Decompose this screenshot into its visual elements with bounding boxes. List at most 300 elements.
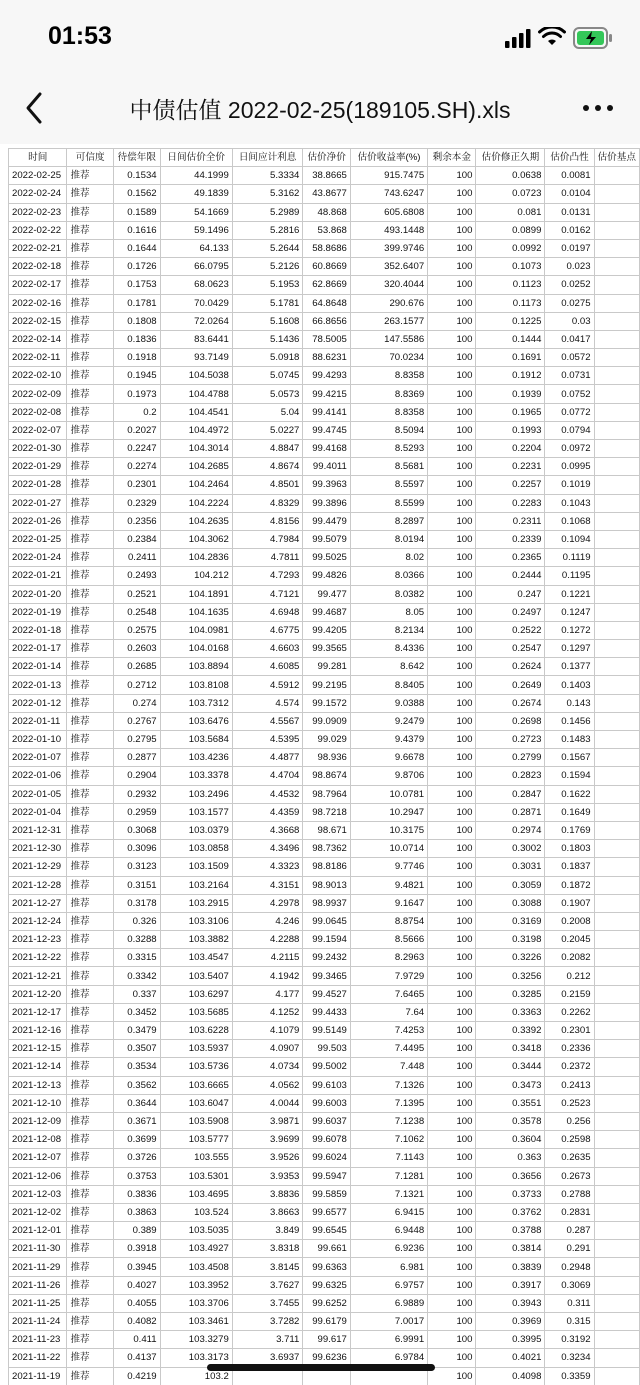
table-cell[interactable]: 6.9991 <box>350 1331 427 1349</box>
table-cell[interactable]: 100 <box>428 221 476 239</box>
table-cell[interactable]: 0.3578 <box>476 1112 545 1130</box>
table-cell[interactable]: 66.8656 <box>303 312 351 330</box>
table-cell[interactable]: 0.4055 <box>113 1294 160 1312</box>
table-cell[interactable]: 2022-01-27 <box>9 494 67 512</box>
table-cell[interactable]: 7.1238 <box>350 1112 427 1130</box>
table-cell[interactable]: 2022-02-25 <box>9 167 67 185</box>
table-cell[interactable]: 0.2698 <box>476 712 545 730</box>
table-cell[interactable]: 0.3551 <box>476 1094 545 1112</box>
table-cell[interactable]: 0.3534 <box>113 1058 160 1076</box>
table-cell[interactable]: 2021-12-21 <box>9 967 67 985</box>
table-cell[interactable]: 5.3162 <box>232 185 303 203</box>
table-cell[interactable]: 100 <box>428 621 476 639</box>
table-cell[interactable]: 104.4541 <box>160 403 232 421</box>
table-cell[interactable]: 100 <box>428 1149 476 1167</box>
table-cell[interactable]: 0.3671 <box>113 1112 160 1130</box>
table-cell[interactable]: 100 <box>428 858 476 876</box>
table-cell[interactable]: 53.868 <box>303 221 351 239</box>
table-cell[interactable] <box>594 658 639 676</box>
table-cell[interactable]: 推荐 <box>67 785 113 803</box>
table-cell[interactable]: 0.1781 <box>113 294 160 312</box>
table-cell[interactable]: 98.9013 <box>303 876 351 894</box>
back-button[interactable] <box>20 90 50 126</box>
table-cell[interactable]: 100 <box>428 440 476 458</box>
table-cell[interactable]: 6.9784 <box>350 1349 427 1367</box>
table-cell[interactable]: 推荐 <box>67 567 113 585</box>
table-cell[interactable]: 8.5094 <box>350 421 427 439</box>
table-cell[interactable]: 103.3706 <box>160 1294 232 1312</box>
table-cell[interactable]: 0.2685 <box>113 658 160 676</box>
table-cell[interactable]: 93.7149 <box>160 349 232 367</box>
table-cell[interactable]: 99.4433 <box>303 1003 351 1021</box>
table-cell[interactable]: 62.8669 <box>303 276 351 294</box>
table-cell[interactable]: 0.3059 <box>476 876 545 894</box>
table-cell[interactable]: 0.337 <box>113 985 160 1003</box>
table-cell[interactable]: 2021-12-02 <box>9 1203 67 1221</box>
table-cell[interactable]: 100 <box>428 949 476 967</box>
table-cell[interactable]: 0.1019 <box>545 476 594 494</box>
table-cell[interactable] <box>594 767 639 785</box>
table-cell[interactable]: 103.2496 <box>160 785 232 803</box>
table-cell[interactable]: 2022-02-08 <box>9 403 67 421</box>
table-cell[interactable]: 0.1644 <box>113 239 160 257</box>
table-cell[interactable]: 100 <box>428 185 476 203</box>
table-cell[interactable]: 0.3969 <box>476 1313 545 1331</box>
table-cell[interactable]: 5.0573 <box>232 385 303 403</box>
table-cell[interactable]: 0.3507 <box>113 1040 160 1058</box>
table-cell[interactable]: 100 <box>428 912 476 930</box>
table-cell[interactable]: 3.8836 <box>232 1185 303 1203</box>
table-cell[interactable] <box>594 640 639 658</box>
table-cell[interactable]: 0.1225 <box>476 312 545 330</box>
table-cell[interactable]: 100 <box>428 1131 476 1149</box>
table-cell[interactable]: 9.4821 <box>350 876 427 894</box>
table-cell[interactable]: 0.2283 <box>476 494 545 512</box>
table-cell[interactable]: 103.3882 <box>160 931 232 949</box>
table-cell[interactable]: 0.2497 <box>476 603 545 621</box>
table-cell[interactable]: 0.2204 <box>476 440 545 458</box>
table-cell[interactable]: 推荐 <box>67 385 113 403</box>
table-cell[interactable]: 5.3334 <box>232 167 303 185</box>
table-cell[interactable]: 5.2989 <box>232 203 303 221</box>
table-cell[interactable]: 100 <box>428 549 476 567</box>
table-cell[interactable]: 98.7218 <box>303 803 351 821</box>
table-cell[interactable]: 4.4359 <box>232 803 303 821</box>
table-cell[interactable]: 推荐 <box>67 1276 113 1294</box>
table-cell[interactable]: 2022-02-23 <box>9 203 67 221</box>
table-cell[interactable]: 推荐 <box>67 1112 113 1130</box>
table-cell[interactable]: 99.4293 <box>303 367 351 385</box>
table-cell[interactable]: 4.246 <box>232 912 303 930</box>
table-cell[interactable] <box>594 1349 639 1367</box>
table-cell[interactable]: 290.676 <box>350 294 427 312</box>
table-cell[interactable] <box>594 621 639 639</box>
table-cell[interactable]: 推荐 <box>67 367 113 385</box>
table-cell[interactable]: 100 <box>428 1367 476 1385</box>
table-cell[interactable]: 915.7475 <box>350 167 427 185</box>
table-cell[interactable]: 7.1395 <box>350 1094 427 1112</box>
table-cell[interactable]: 0.3836 <box>113 1185 160 1203</box>
table-cell[interactable]: 0.291 <box>545 1240 594 1258</box>
table-cell[interactable]: 104.2685 <box>160 458 232 476</box>
table-cell[interactable]: 0.256 <box>545 1112 594 1130</box>
table-cell[interactable]: 2022-01-18 <box>9 621 67 639</box>
table-cell[interactable]: 0.3733 <box>476 1185 545 1203</box>
table-cell[interactable]: 3.7282 <box>232 1313 303 1331</box>
table-cell[interactable]: 推荐 <box>67 494 113 512</box>
table-cell[interactable]: 2021-11-26 <box>9 1276 67 1294</box>
table-cell[interactable]: 推荐 <box>67 1313 113 1331</box>
table-cell[interactable]: 99.3565 <box>303 640 351 658</box>
table-cell[interactable]: 0.2311 <box>476 512 545 530</box>
table-cell[interactable]: 6.9236 <box>350 1240 427 1258</box>
table-cell[interactable] <box>594 1076 639 1094</box>
table-cell[interactable]: 0.3392 <box>476 1022 545 1040</box>
table-cell[interactable]: 4.1942 <box>232 967 303 985</box>
table-cell[interactable]: 0.0081 <box>545 167 594 185</box>
table-cell[interactable]: 4.7121 <box>232 585 303 603</box>
table-cell[interactable]: 103.2915 <box>160 894 232 912</box>
table-cell[interactable]: 0.3726 <box>113 1149 160 1167</box>
table-cell[interactable]: 7.1321 <box>350 1185 427 1203</box>
table-cell[interactable]: 7.64 <box>350 1003 427 1021</box>
table-cell[interactable]: 0.1377 <box>545 658 594 676</box>
table-cell[interactable]: 98.7964 <box>303 785 351 803</box>
table-cell[interactable]: 0.0794 <box>545 421 594 439</box>
table-cell[interactable]: 0.3839 <box>476 1258 545 1276</box>
table-cell[interactable]: 4.6775 <box>232 621 303 639</box>
table-cell[interactable]: 0.1589 <box>113 203 160 221</box>
table-cell[interactable]: 2022-01-06 <box>9 767 67 785</box>
table-cell[interactable]: 103.0379 <box>160 821 232 839</box>
table-cell[interactable]: 0.0131 <box>545 203 594 221</box>
table-cell[interactable] <box>594 1331 639 1349</box>
table-cell[interactable] <box>594 530 639 548</box>
table-cell[interactable]: 0.2635 <box>545 1149 594 1167</box>
table-cell[interactable]: 推荐 <box>67 658 113 676</box>
table-cell[interactable] <box>594 603 639 621</box>
table-cell[interactable]: 104.3062 <box>160 530 232 548</box>
table-cell[interactable]: 104.4972 <box>160 421 232 439</box>
table-cell[interactable]: 4.6603 <box>232 640 303 658</box>
table-cell[interactable] <box>594 1203 639 1221</box>
table-cell[interactable]: 100 <box>428 1076 476 1094</box>
table-cell[interactable]: 0.2 <box>113 403 160 421</box>
table-cell[interactable]: 0.0723 <box>476 185 545 203</box>
table-cell[interactable]: 103.2 <box>160 1367 232 1385</box>
table-cell[interactable]: 100 <box>428 767 476 785</box>
table-cell[interactable]: 4.5912 <box>232 676 303 694</box>
table-cell[interactable]: 4.4532 <box>232 785 303 803</box>
table-cell[interactable]: 605.6808 <box>350 203 427 221</box>
table-cell[interactable]: 0.1444 <box>476 330 545 348</box>
table-cell[interactable]: 7.0017 <box>350 1313 427 1331</box>
table-cell[interactable]: 0.2274 <box>113 458 160 476</box>
table-cell[interactable]: 4.3496 <box>232 840 303 858</box>
table-cell[interactable]: 10.0714 <box>350 840 427 858</box>
table-cell[interactable]: 0.1068 <box>545 512 594 530</box>
table-cell[interactable]: 99.5149 <box>303 1022 351 1040</box>
table-cell[interactable]: 104.3014 <box>160 440 232 458</box>
table-cell[interactable]: 0.0197 <box>545 239 594 257</box>
table-cell[interactable]: 推荐 <box>67 530 113 548</box>
table-cell[interactable]: 0.1649 <box>545 803 594 821</box>
table-cell[interactable]: 100 <box>428 1167 476 1185</box>
table-cell[interactable]: 0.1043 <box>545 494 594 512</box>
table-cell[interactable]: 0.3096 <box>113 840 160 858</box>
table-cell[interactable]: 8.5293 <box>350 440 427 458</box>
table-cell[interactable]: 8.8754 <box>350 912 427 930</box>
table-cell[interactable]: 0.4021 <box>476 1349 545 1367</box>
table-cell[interactable]: 54.1669 <box>160 203 232 221</box>
table-cell[interactable]: 0.1195 <box>545 567 594 585</box>
table-cell[interactable]: 2022-02-22 <box>9 221 67 239</box>
column-header[interactable]: 估价净价 <box>303 149 351 167</box>
table-cell[interactable]: 99.4479 <box>303 512 351 530</box>
table-cell[interactable]: 103.1509 <box>160 858 232 876</box>
table-cell[interactable]: 0.3943 <box>476 1294 545 1312</box>
table-cell[interactable]: 0.3285 <box>476 985 545 1003</box>
table-cell[interactable] <box>594 1003 639 1021</box>
table-cell[interactable]: 0.3452 <box>113 1003 160 1021</box>
table-cell[interactable]: 0.1094 <box>545 530 594 548</box>
table-cell[interactable]: 推荐 <box>67 185 113 203</box>
table-cell[interactable]: 5.2126 <box>232 258 303 276</box>
table-cell[interactable]: 103.6047 <box>160 1094 232 1112</box>
table-cell[interactable]: 78.5005 <box>303 330 351 348</box>
table-cell[interactable]: 99.503 <box>303 1040 351 1058</box>
table-cell[interactable]: 59.1496 <box>160 221 232 239</box>
table-cell[interactable]: 2022-02-14 <box>9 330 67 348</box>
table-cell[interactable]: 推荐 <box>67 330 113 348</box>
table-cell[interactable]: 100 <box>428 731 476 749</box>
table-cell[interactable]: 0.2493 <box>113 567 160 585</box>
table-cell[interactable]: 0.1753 <box>113 276 160 294</box>
table-cell[interactable] <box>594 712 639 730</box>
table-cell[interactable]: 100 <box>428 694 476 712</box>
table-cell[interactable]: 0.1221 <box>545 585 594 603</box>
table-cell[interactable] <box>594 367 639 385</box>
table-cell[interactable]: 推荐 <box>67 1058 113 1076</box>
table-cell[interactable]: 7.448 <box>350 1058 427 1076</box>
table-cell[interactable]: 0.2521 <box>113 585 160 603</box>
table-cell[interactable]: 100 <box>428 803 476 821</box>
table-cell[interactable]: 99.4687 <box>303 603 351 621</box>
table-cell[interactable] <box>594 349 639 367</box>
table-cell[interactable]: 100 <box>428 403 476 421</box>
table-cell[interactable]: 399.9746 <box>350 239 427 257</box>
table-cell[interactable]: 0.3192 <box>545 1331 594 1349</box>
table-cell[interactable] <box>594 221 639 239</box>
table-cell[interactable] <box>594 239 639 257</box>
table-cell[interactable]: 58.8686 <box>303 239 351 257</box>
table-cell[interactable]: 0.2831 <box>545 1203 594 1221</box>
table-cell[interactable]: 推荐 <box>67 1240 113 1258</box>
table-cell[interactable]: 0.3917 <box>476 1276 545 1294</box>
table-cell[interactable]: 8.0382 <box>350 585 427 603</box>
table-cell[interactable]: 100 <box>428 421 476 439</box>
table-cell[interactable]: 100 <box>428 258 476 276</box>
table-cell[interactable]: 4.5395 <box>232 731 303 749</box>
table-cell[interactable]: 0.2575 <box>113 621 160 639</box>
table-cell[interactable]: 99.2432 <box>303 949 351 967</box>
table-cell[interactable]: 83.6441 <box>160 330 232 348</box>
table-cell[interactable]: 0.1297 <box>545 640 594 658</box>
table-cell[interactable]: 推荐 <box>67 1167 113 1185</box>
table-cell[interactable]: 99.4011 <box>303 458 351 476</box>
table-cell[interactable]: 100 <box>428 530 476 548</box>
table-cell[interactable]: 0.2413 <box>545 1076 594 1094</box>
table-cell[interactable]: 10.2947 <box>350 803 427 821</box>
table-cell[interactable]: 8.8358 <box>350 367 427 385</box>
table-cell[interactable]: 0.1939 <box>476 385 545 403</box>
table-cell[interactable]: 100 <box>428 1040 476 1058</box>
table-cell[interactable]: 103.4927 <box>160 1240 232 1258</box>
table-cell[interactable]: 2022-01-28 <box>9 476 67 494</box>
table-cell[interactable]: 0.2598 <box>545 1131 594 1149</box>
table-cell[interactable]: 0.4027 <box>113 1276 160 1294</box>
table-cell[interactable]: 100 <box>428 876 476 894</box>
table-cell[interactable]: 2021-12-27 <box>9 894 67 912</box>
table-cell[interactable]: 8.02 <box>350 549 427 567</box>
table-cell[interactable]: 104.2635 <box>160 512 232 530</box>
table-cell[interactable]: 103.4236 <box>160 749 232 767</box>
table-cell[interactable]: 103.4695 <box>160 1185 232 1203</box>
table-cell[interactable] <box>594 440 639 458</box>
table-cell[interactable]: 0.2522 <box>476 621 545 639</box>
table-cell[interactable]: 352.6407 <box>350 258 427 276</box>
table-cell[interactable]: 5.04 <box>232 403 303 421</box>
table-cell[interactable]: 0.3762 <box>476 1203 545 1221</box>
table-cell[interactable]: 4.4877 <box>232 749 303 767</box>
table-cell[interactable]: 99.3896 <box>303 494 351 512</box>
table-cell[interactable]: 0.1769 <box>545 821 594 839</box>
table-cell[interactable]: 推荐 <box>67 676 113 694</box>
table-cell[interactable]: 0.3123 <box>113 858 160 876</box>
table-cell[interactable]: 0.2823 <box>476 767 545 785</box>
table-cell[interactable]: 7.1143 <box>350 1149 427 1167</box>
table-cell[interactable]: 推荐 <box>67 403 113 421</box>
table-cell[interactable]: 0.1123 <box>476 276 545 294</box>
table-cell[interactable]: 0.2624 <box>476 658 545 676</box>
table-cell[interactable]: 5.1953 <box>232 276 303 294</box>
table-cell[interactable]: 88.6231 <box>303 349 351 367</box>
table-cell[interactable]: 99.3465 <box>303 967 351 985</box>
table-cell[interactable]: 0.1993 <box>476 421 545 439</box>
table-cell[interactable]: 0.1456 <box>545 712 594 730</box>
table-cell[interactable]: 100 <box>428 1313 476 1331</box>
table-cell[interactable] <box>594 1167 639 1185</box>
table-cell[interactable]: 100 <box>428 840 476 858</box>
table-cell[interactable]: 4.574 <box>232 694 303 712</box>
table-cell[interactable]: 4.8156 <box>232 512 303 530</box>
table-cell[interactable]: 104.1635 <box>160 603 232 621</box>
table-cell[interactable]: 0.3315 <box>113 949 160 967</box>
table-cell[interactable]: 0.2932 <box>113 785 160 803</box>
table-cell[interactable]: 0.0899 <box>476 221 545 239</box>
table-cell[interactable]: 70.0429 <box>160 294 232 312</box>
table-cell[interactable]: 8.2897 <box>350 512 427 530</box>
table-cell[interactable]: 2021-12-15 <box>9 1040 67 1058</box>
table-cell[interactable]: 103.8108 <box>160 676 232 694</box>
table-cell[interactable]: 9.8706 <box>350 767 427 785</box>
table-cell[interactable]: 103.5684 <box>160 731 232 749</box>
table-cell[interactable]: 0.3226 <box>476 949 545 967</box>
table-cell[interactable]: 100 <box>428 349 476 367</box>
table-cell[interactable]: 0.3995 <box>476 1331 545 1349</box>
table-cell[interactable]: 99.6252 <box>303 1294 351 1312</box>
table-cell[interactable]: 64.133 <box>160 239 232 257</box>
table-cell[interactable]: 104.212 <box>160 567 232 585</box>
table-cell[interactable]: 推荐 <box>67 1131 113 1149</box>
table-cell[interactable]: 推荐 <box>67 512 113 530</box>
table-cell[interactable]: 推荐 <box>67 312 113 330</box>
table-cell[interactable]: 0.0104 <box>545 185 594 203</box>
table-cell[interactable]: 0.2301 <box>113 476 160 494</box>
table-cell[interactable]: 2022-02-21 <box>9 239 67 257</box>
table-cell[interactable]: 推荐 <box>67 1094 113 1112</box>
table-cell[interactable] <box>594 385 639 403</box>
table-cell[interactable]: 103.5685 <box>160 1003 232 1021</box>
table-cell[interactable]: 2021-12-17 <box>9 1003 67 1021</box>
table-cell[interactable]: 3.9526 <box>232 1149 303 1167</box>
table-cell[interactable]: 103.5035 <box>160 1222 232 1240</box>
table-cell[interactable]: 6.981 <box>350 1258 427 1276</box>
table-cell[interactable]: 7.1326 <box>350 1076 427 1094</box>
table-cell[interactable]: 8.5599 <box>350 494 427 512</box>
table-cell[interactable]: 0.1836 <box>113 330 160 348</box>
table-cell[interactable]: 0.3788 <box>476 1222 545 1240</box>
table-cell[interactable]: 99.3963 <box>303 476 351 494</box>
table-cell[interactable]: 68.0623 <box>160 276 232 294</box>
table-cell[interactable]: 0.1808 <box>113 312 160 330</box>
table-cell[interactable]: 99.1594 <box>303 931 351 949</box>
table-cell[interactable]: 0.3178 <box>113 894 160 912</box>
table-cell[interactable] <box>594 476 639 494</box>
table-cell[interactable]: 100 <box>428 1022 476 1040</box>
table-cell[interactable]: 0.1073 <box>476 258 545 276</box>
table-cell[interactable] <box>594 549 639 567</box>
table-cell[interactable]: 0.2948 <box>545 1258 594 1276</box>
table-cell[interactable]: 100 <box>428 294 476 312</box>
table-cell[interactable]: 推荐 <box>67 712 113 730</box>
table-cell[interactable]: 2021-12-13 <box>9 1076 67 1094</box>
table-cell[interactable]: 推荐 <box>67 840 113 858</box>
table-cell[interactable]: 100 <box>428 967 476 985</box>
table-cell[interactable]: 99.5002 <box>303 1058 351 1076</box>
table-cell[interactable]: 4.6948 <box>232 603 303 621</box>
table-cell[interactable]: 推荐 <box>67 349 113 367</box>
table-cell[interactable]: 2022-02-18 <box>9 258 67 276</box>
table-cell[interactable]: 8.5681 <box>350 458 427 476</box>
table-cell[interactable]: 100 <box>428 1222 476 1240</box>
table-cell[interactable]: 0.2365 <box>476 549 545 567</box>
table-cell[interactable]: 2022-02-16 <box>9 294 67 312</box>
table-cell[interactable]: 推荐 <box>67 967 113 985</box>
table-cell[interactable]: 0.2673 <box>545 1167 594 1185</box>
table-cell[interactable]: 100 <box>428 330 476 348</box>
table-cell[interactable]: 0.2008 <box>545 912 594 930</box>
table-cell[interactable] <box>594 785 639 803</box>
table-cell[interactable]: 0.1272 <box>545 621 594 639</box>
table-cell[interactable]: 99.5859 <box>303 1185 351 1203</box>
table-cell[interactable]: 推荐 <box>67 803 113 821</box>
table-cell[interactable]: 0.0417 <box>545 330 594 348</box>
table-cell[interactable]: 44.1999 <box>160 167 232 185</box>
table-cell[interactable]: 103.6665 <box>160 1076 232 1094</box>
table-cell[interactable]: 320.4044 <box>350 276 427 294</box>
table-cell[interactable]: 推荐 <box>67 640 113 658</box>
